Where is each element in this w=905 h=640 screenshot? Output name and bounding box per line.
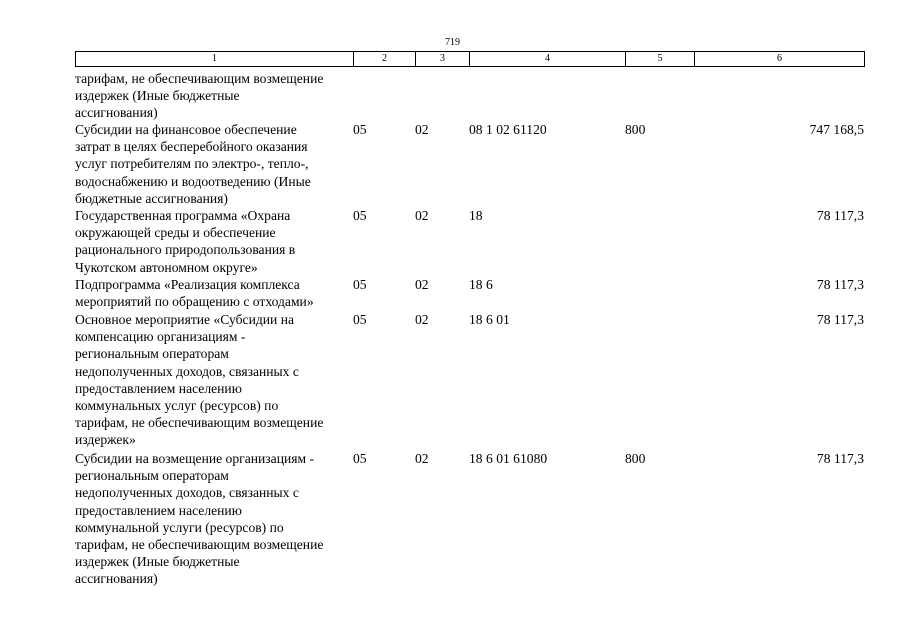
row-description <box>75 450 353 588</box>
row-subsection-code: 02 <box>415 277 429 292</box>
description-line: недополученных доходов, связанных с <box>75 363 299 379</box>
row-subsection-code: 02 <box>415 122 429 137</box>
description-line: Субсидии на возмещение организациям - <box>75 451 315 466</box>
column-header-2: 2 <box>354 52 416 67</box>
description-line: Государственная программа «Охрана <box>75 208 291 223</box>
description-line: компенсацию организациям - <box>75 329 246 345</box>
description-line: окружающей среды и обеспечение <box>75 225 276 241</box>
row-expense-type: 800 <box>625 122 646 137</box>
description-line: Субсидии на финансовое обеспечение <box>75 122 297 137</box>
row-section-code: 05 <box>353 208 367 223</box>
column-header-5: 5 <box>626 52 695 67</box>
description-line: издержек (Иные бюджетные <box>75 88 240 104</box>
row-target-article: 18 6 01 <box>469 312 510 327</box>
column-header-6: 6 <box>695 52 865 67</box>
column-header-3: 3 <box>416 52 470 67</box>
row-description <box>75 70 353 122</box>
row-expense-type: 800 <box>625 451 646 466</box>
description-line: тарифам, не обеспечивающим возмещение <box>75 537 324 553</box>
row-section-code: 05 <box>353 451 367 466</box>
description-line: ассигнования) <box>75 105 158 121</box>
row-amount: 78 117,3 <box>816 312 864 327</box>
description-line: коммунальной услуги (ресурсов) по <box>75 519 284 535</box>
row-amount: 78 117,3 <box>816 451 864 466</box>
description-line: предоставлением населению <box>75 380 242 396</box>
description-line: услуг потребителям по электро-, тепло-, <box>75 156 309 172</box>
row-subsection-code: 02 <box>415 208 429 223</box>
column-header-1: 1 <box>76 52 354 67</box>
description-line: Подпрограмма «Реализация комплекса <box>75 277 300 292</box>
row-description <box>75 121 353 207</box>
description-line: Чукотском автономном округе» <box>75 259 258 275</box>
row-target-article: 18 6 01 61080 <box>469 451 548 466</box>
description-line: ассигнования) <box>75 571 158 587</box>
description-line: тарифам, не обеспечивающим возмещение <box>75 415 324 431</box>
row-target-article: 18 6 <box>469 277 493 292</box>
description-line: рационального природопользования в <box>75 242 296 258</box>
column-header-4: 4 <box>470 52 626 67</box>
row-target-article: 18 <box>469 208 483 223</box>
description-line: региональным операторам <box>75 346 229 362</box>
description-line: водоснабжению и водоотведению (Иные <box>75 173 311 189</box>
description-line: издержек (Иные бюджетные <box>75 554 240 570</box>
row-amount: 78 117,3 <box>816 208 864 223</box>
row-section-code: 05 <box>353 277 367 292</box>
row-subsection-code: 02 <box>415 451 429 466</box>
description-line: коммунальных услуг (ресурсов) по <box>75 398 279 414</box>
page-number: 719 <box>445 37 460 48</box>
row-description <box>75 276 353 310</box>
description-line: бюджетные ассигнования) <box>75 190 228 206</box>
row-section-code: 05 <box>353 122 367 137</box>
row-section-code: 05 <box>353 312 367 327</box>
column-header-row <box>76 52 865 67</box>
column-header-table <box>75 51 865 67</box>
row-description <box>75 207 353 276</box>
description-line: недополученных доходов, связанных с <box>75 485 299 501</box>
description-line: затрат в целях бесперебойного оказания <box>75 139 308 155</box>
description-line: тарифам, не обеспечивающим возмещение <box>75 71 324 86</box>
description-line: Основное мероприятие «Субсидии на <box>75 312 295 327</box>
row-subsection-code: 02 <box>415 312 429 327</box>
row-amount: 747 168,5 <box>809 122 864 137</box>
description-line: региональным операторам <box>75 468 229 484</box>
description-line: издержек» <box>75 432 136 448</box>
description-line: предоставлением населению <box>75 502 242 518</box>
row-amount: 78 117,3 <box>816 277 864 292</box>
row-description <box>75 311 353 449</box>
row-target-article: 08 1 02 61120 <box>469 122 547 137</box>
description-line: мероприятий по обращению с отходами» <box>75 294 314 310</box>
